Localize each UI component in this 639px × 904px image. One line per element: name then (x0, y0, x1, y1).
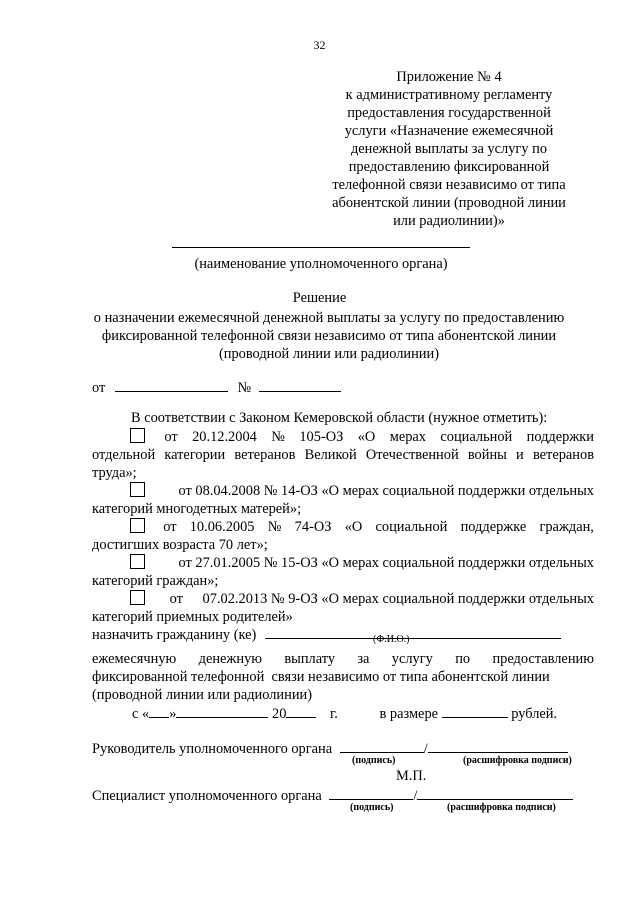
fio-caption: (Ф.И.О.) (373, 634, 410, 645)
year-prefix: 20 (272, 706, 287, 722)
appendix-line: к административному регламенту (345, 87, 553, 103)
head-decode-blank[interactable] (428, 738, 568, 753)
law-word: от (164, 429, 178, 445)
fio-blank[interactable] (265, 624, 561, 639)
law-word: от (163, 519, 177, 535)
assign-label: назначить гражданину (ке) (92, 627, 257, 643)
law-word: 74-ОЗ (294, 519, 332, 535)
payment-word: денежную (198, 651, 263, 667)
law-word: войны (467, 447, 507, 463)
law-word: отдельной (92, 447, 156, 463)
law-word: № (271, 429, 285, 445)
specialist-label: Специалист уполномоченного органа (92, 788, 322, 804)
head-sign-caption: (подпись) (352, 755, 396, 766)
law-word: № (267, 519, 282, 535)
law-word: поддержки (526, 429, 594, 445)
currency-label: рублей. (511, 706, 558, 722)
payment-word: ежемесячную (92, 651, 177, 667)
payment-word: за (357, 651, 370, 667)
law-word: 105-ОЗ (299, 429, 344, 445)
payment-word: выплату (284, 651, 336, 667)
org-name-blank[interactable] (172, 247, 470, 248)
head-sign-blank[interactable] (340, 738, 424, 753)
amount-blank[interactable] (442, 703, 508, 718)
day-blank[interactable] (149, 703, 169, 718)
law-word: ветеранов (234, 447, 296, 463)
month-blank[interactable] (176, 703, 268, 718)
law-option-105-oz (92, 428, 594, 482)
year-suffix: г. (330, 706, 338, 722)
head-decode-caption: (расшифровка подписи) (463, 755, 572, 766)
law-text-end: категорий приемных родителей» (92, 609, 293, 625)
org-name-caption: (наименование уполномоченного органа) (194, 256, 448, 272)
law-checkbox[interactable] (130, 518, 145, 533)
amount-label: в размере (379, 706, 439, 722)
appendix-line: Приложение № 4 (396, 69, 502, 85)
law-intro: В соответствии с Законом Кемеровской области (нужное отметить): (131, 410, 548, 426)
law-checkbox[interactable] (130, 554, 145, 569)
payment-text (92, 650, 594, 704)
head-label: Руководитель уполномоченного органа (92, 741, 333, 757)
law-word: 07.02.2013 № 9-ОЗ «О мерах социальной поддержки отдельных (202, 591, 594, 607)
appendix-line: телефонной связи независимо от типа (332, 177, 566, 193)
decision-number-blank[interactable] (259, 377, 341, 392)
appendix-line: абонентской линии (проводной линии (332, 195, 566, 211)
law-word: мерах (389, 429, 426, 445)
specialist-decode-blank[interactable] (417, 785, 573, 800)
law-word: граждан, (539, 519, 594, 535)
payment-line: фиксированной телефонной связи независимо от типа абонентской линии (92, 669, 550, 685)
payment-line: (проводной линии или радиолинии) (92, 687, 313, 703)
appendix-line: предоставлению фиксированной (348, 159, 550, 175)
decision-subtitle-line: о назначении ежемесячной денежной выплаты за услугу по предоставлению (93, 310, 565, 326)
date-from-label: от (92, 380, 106, 396)
quote-close: » (169, 706, 177, 722)
law-text-end: труда»; (92, 465, 137, 481)
law-option-74-oz (92, 518, 594, 554)
head-separator: / (423, 741, 428, 757)
law-text: от 08.04.2008 № 14-ОЗ «О мерах социальной поддержки отдельных (178, 483, 594, 499)
payment-word: предоставлению (492, 651, 594, 667)
law-text-end: достигших возраста 70 лет»; (92, 537, 268, 553)
decision-date-blank[interactable] (115, 377, 228, 392)
period-row (132, 703, 557, 723)
decision-title: Решение (292, 290, 347, 306)
decision-subtitle (84, 309, 574, 363)
law-word: категории (164, 447, 226, 463)
law-word: 20.12.2004 (192, 429, 257, 445)
decision-subtitle-line: (проводной линии или радиолинии) (218, 346, 440, 362)
law-word: «О (357, 429, 376, 445)
appendix-header (328, 68, 570, 230)
payment-word: услугу (391, 651, 433, 667)
appendix-line: денежной выплаты за услугу по (350, 141, 548, 157)
law-word: от (169, 591, 183, 607)
law-option-15-oz (92, 554, 594, 590)
law-option-9-oz (92, 590, 594, 626)
law-word: и (516, 447, 524, 463)
law-word: Великой (304, 447, 357, 463)
law-checkbox[interactable] (130, 428, 145, 443)
appendix-line: или радиолинии)» (393, 213, 505, 229)
law-word: 10.06.2005 (189, 519, 255, 535)
appendix-line: услуги «Назначение ежемесячной (344, 123, 554, 139)
law-word: поддержке (460, 519, 527, 535)
law-text: от 27.01.2005 № 15-ОЗ «О мерах социальной поддержки отдельных (178, 555, 594, 571)
year-blank[interactable] (286, 703, 316, 718)
stamp-label: М.П. (396, 768, 427, 784)
law-text-end: категорий граждан»; (92, 573, 219, 589)
page-number: 32 (313, 38, 326, 52)
law-word: социальной (375, 519, 448, 535)
payment-word: по (455, 651, 471, 667)
specialist-decode-caption: (расшифровка подписи) (447, 802, 556, 813)
specialist-sign-caption: (подпись) (350, 802, 394, 813)
decision-date-row (92, 377, 341, 397)
law-text-end: категорий многодетных матерей»; (92, 501, 302, 517)
law-checkbox[interactable] (130, 590, 145, 605)
specialist-sign-blank[interactable] (329, 785, 413, 800)
decision-subtitle-line: фиксированной телефонной связи независимо от типа абонентской линии (101, 328, 557, 344)
law-checkbox[interactable] (130, 482, 145, 497)
specialist-separator: / (413, 788, 418, 804)
law-option-14-oz (92, 482, 594, 518)
law-word: «О (344, 519, 363, 535)
assign-row (92, 624, 561, 644)
period-from-label: с « (132, 706, 150, 722)
number-label: № (237, 380, 252, 396)
appendix-line: предоставления государственной (347, 105, 551, 121)
law-word: социальной (440, 429, 513, 445)
law-word: ветеранов (532, 447, 594, 463)
law-word: Отечественной (365, 447, 459, 463)
